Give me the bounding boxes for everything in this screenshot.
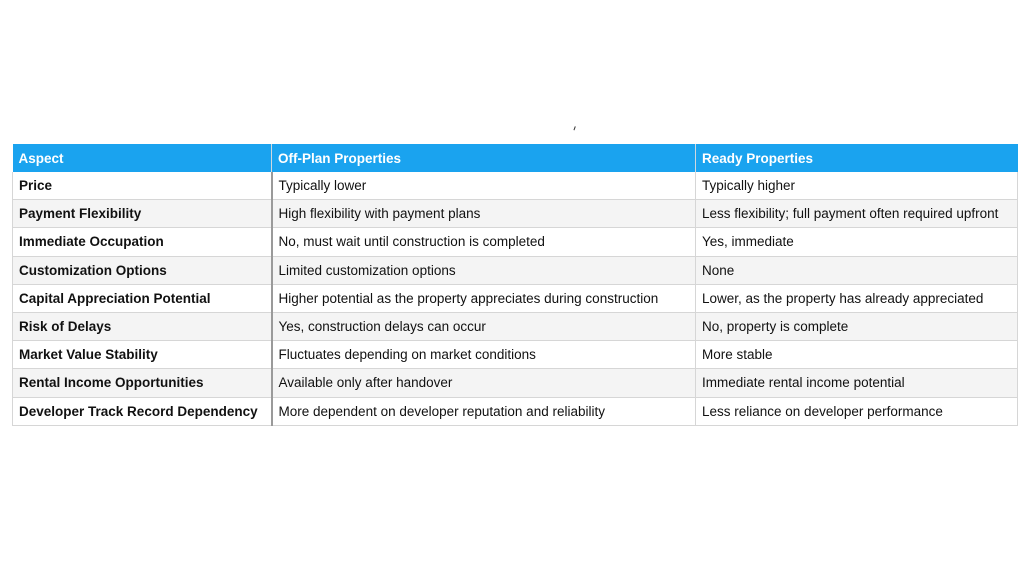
row-aspect: Capital Appreciation Potential bbox=[13, 284, 272, 312]
row-ready: Less flexibility; full payment often required upfront bbox=[696, 200, 1018, 228]
header-off-plan: Off-Plan Properties bbox=[272, 144, 696, 172]
header-aspect: Aspect bbox=[13, 144, 272, 172]
table-row bbox=[13, 369, 1018, 397]
row-aspect: Market Value Stability bbox=[13, 341, 272, 369]
table-row bbox=[13, 200, 1018, 228]
row-aspect: Price bbox=[13, 172, 272, 200]
row-off-plan: More dependent on developer reputation and reliability bbox=[272, 397, 696, 425]
table-row bbox=[13, 397, 1018, 425]
header-row bbox=[13, 144, 1018, 172]
row-ready: None bbox=[696, 256, 1018, 284]
row-off-plan: Yes, construction delays can occur bbox=[272, 312, 696, 340]
row-aspect: Immediate Occupation bbox=[13, 228, 272, 256]
table-row bbox=[13, 284, 1018, 312]
row-aspect: Developer Track Record Dependency bbox=[13, 397, 272, 425]
table-header bbox=[13, 144, 1018, 172]
row-ready: Yes, immediate bbox=[696, 228, 1018, 256]
table-row bbox=[13, 341, 1018, 369]
table-body bbox=[13, 172, 1018, 425]
row-off-plan: High flexibility with payment plans bbox=[272, 200, 696, 228]
table-row bbox=[13, 228, 1018, 256]
row-ready: More stable bbox=[696, 341, 1018, 369]
row-aspect: Payment Flexibility bbox=[13, 200, 272, 228]
row-ready: No, property is complete bbox=[696, 312, 1018, 340]
stray-mark bbox=[573, 126, 579, 131]
table-row bbox=[13, 172, 1018, 200]
row-aspect: Risk of Delays bbox=[13, 312, 272, 340]
comparison-table-container bbox=[12, 144, 1017, 426]
row-ready: Typically higher bbox=[696, 172, 1018, 200]
row-aspect: Customization Options bbox=[13, 256, 272, 284]
row-aspect: Rental Income Opportunities bbox=[13, 369, 272, 397]
row-off-plan: No, must wait until construction is completed bbox=[272, 228, 696, 256]
row-off-plan: Fluctuates depending on market conditions bbox=[272, 341, 696, 369]
row-off-plan: Higher potential as the property appreciates during construction bbox=[272, 284, 696, 312]
row-off-plan: Typically lower bbox=[272, 172, 696, 200]
table-row bbox=[13, 312, 1018, 340]
row-ready: Less reliance on developer performance bbox=[696, 397, 1018, 425]
row-off-plan: Limited customization options bbox=[272, 256, 696, 284]
row-ready: Immediate rental income potential bbox=[696, 369, 1018, 397]
comparison-table bbox=[12, 144, 1018, 426]
row-off-plan: Available only after handover bbox=[272, 369, 696, 397]
table-row bbox=[13, 256, 1018, 284]
row-ready: Lower, as the property has already appreciated bbox=[696, 284, 1018, 312]
header-ready: Ready Properties bbox=[696, 144, 1018, 172]
